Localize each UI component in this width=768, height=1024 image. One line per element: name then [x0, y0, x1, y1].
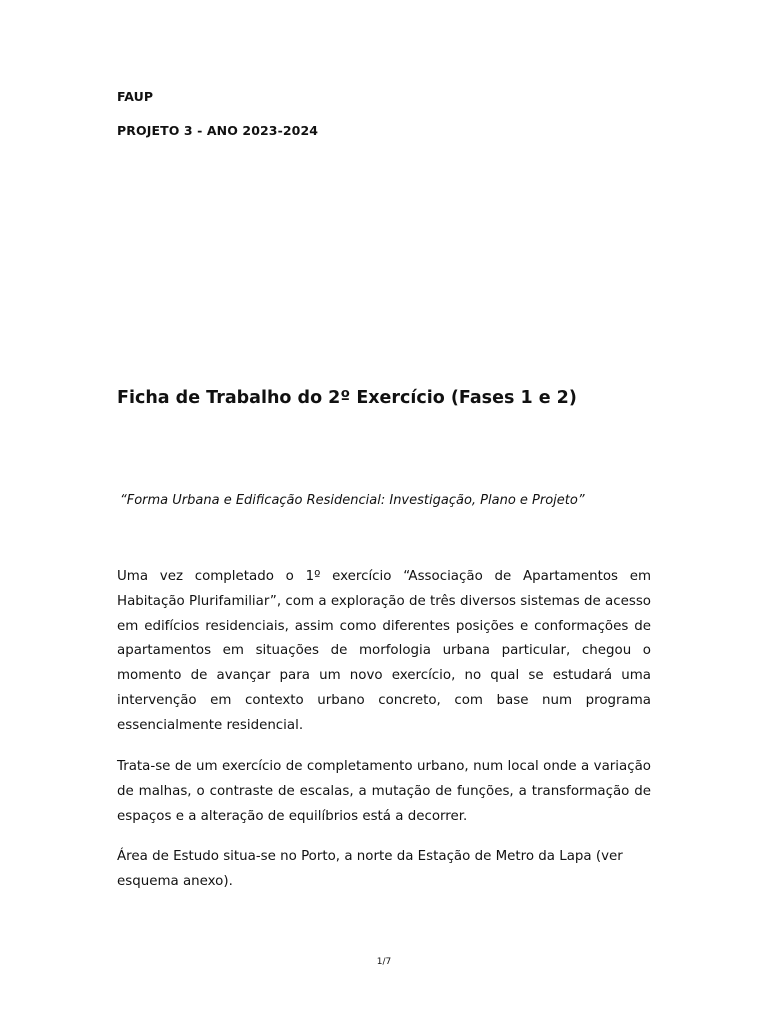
paragraph-study-area: Área de Estudo situa-se no Porto, a norte da Estação de Metro da Lapa (ver esquema anexo).	[117, 849, 623, 889]
document-title: Ficha de Trabalho do 2º Exercício (Fases 1 e 2)	[117, 388, 577, 408]
project-heading: PROJETO 3 - ANO 2023-2024	[117, 123, 319, 138]
document-subtitle: “Forma Urbana e Edificação Residencial: Investigação, Plano e Projeto”	[120, 493, 585, 508]
paragraph-context: Trata-se de um exercício de completamento urbano, num local onde a variação de malhas, o contraste de escalas, a mutação de funções, a transformação de espaços e a alteração de equilíbrios está a decorrer.	[117, 759, 651, 824]
institution-name: FAUP	[117, 89, 154, 104]
page-number: 1/7	[376, 957, 392, 967]
paragraph-intro: Uma vez completado o 1º exercício “Associação de Apartamentos em Habitação Plurifamiliar”, com a exploração de três diversos sistemas de acesso em edifícios residenciais, assim como diferentes posições e conformações de apartamentos em situações de morfologia urbana particular, chegou o momento de avançar para um novo exercício, no qual se estudará uma intervenção em contexto urbano concreto, com base num programa essencialmente residencial.	[117, 569, 651, 733]
